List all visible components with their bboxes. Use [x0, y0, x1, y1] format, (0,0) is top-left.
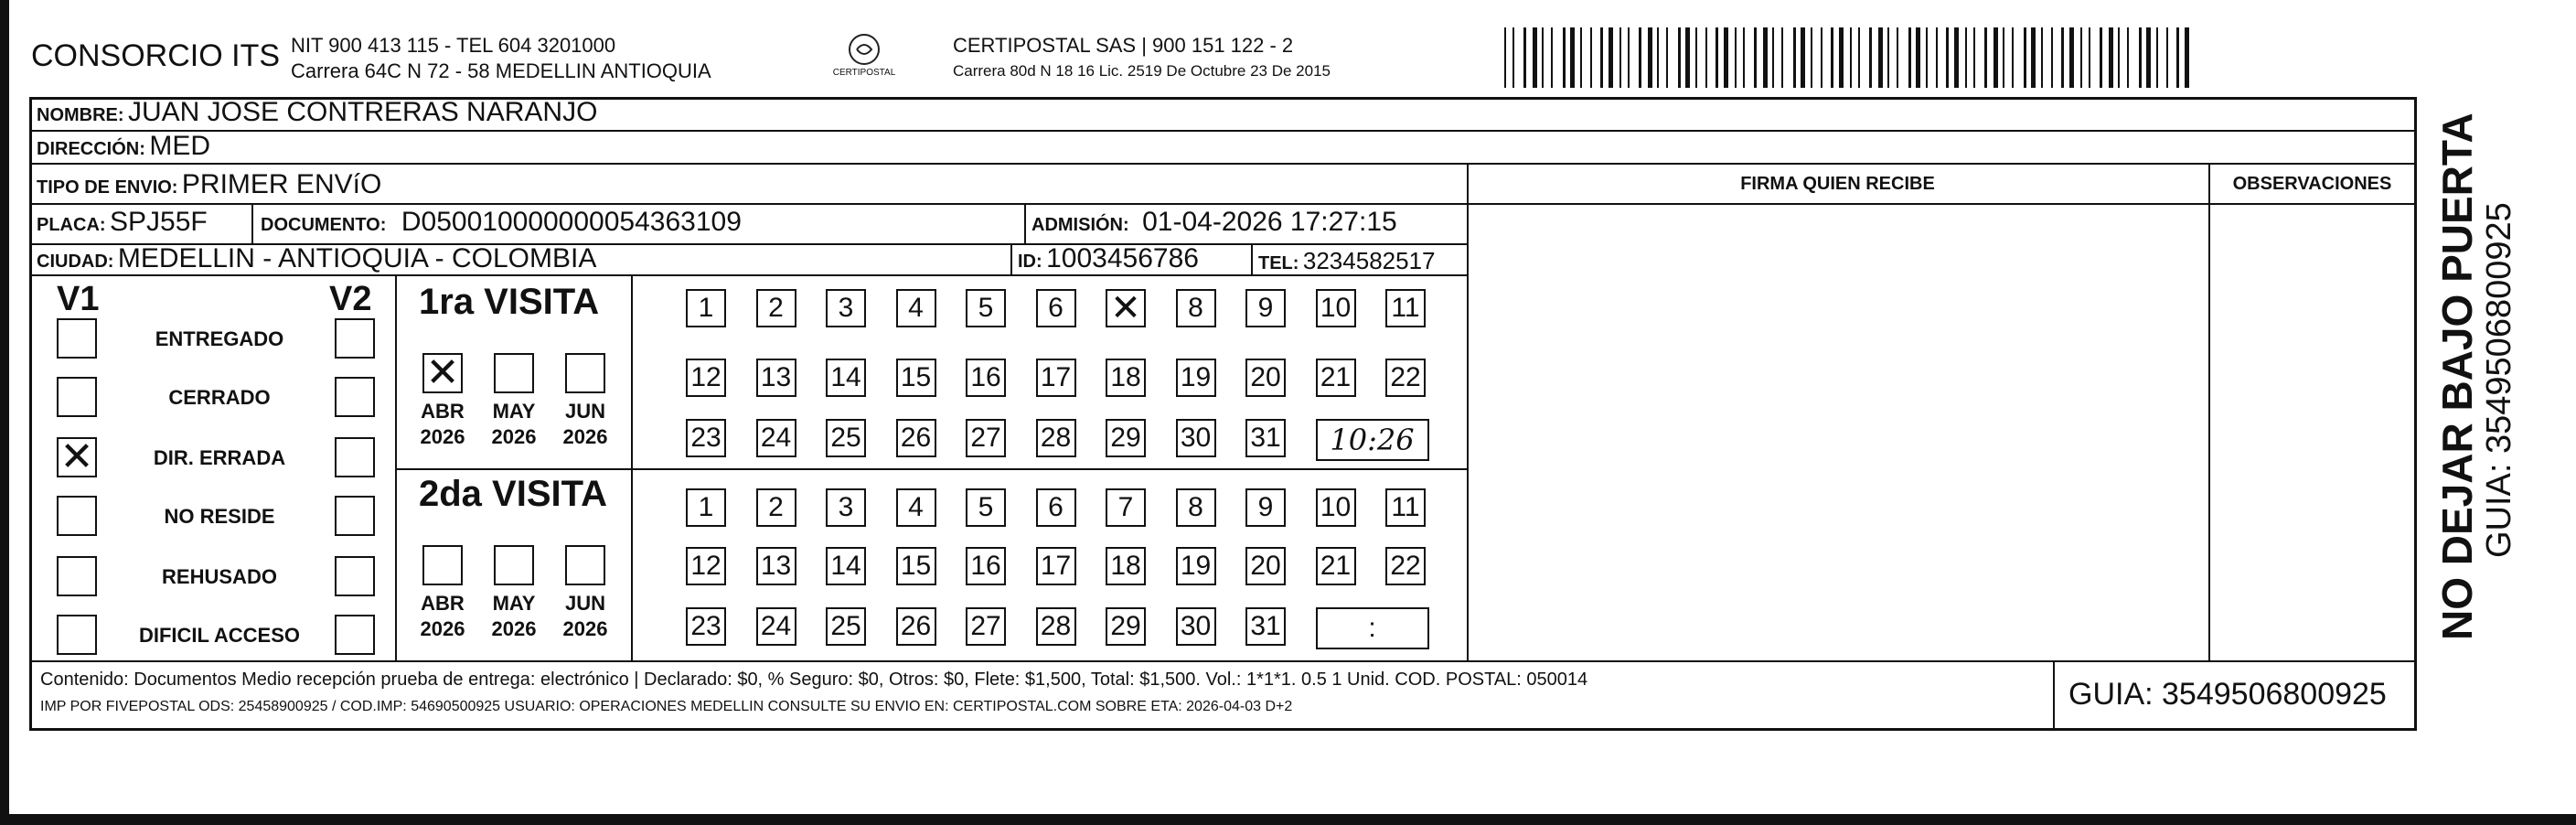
barcode-bar: [2146, 27, 2151, 88]
v1-label: V1: [57, 280, 100, 318]
day-box[interactable]: 13: [756, 547, 796, 585]
status-label: CERRADO: [168, 386, 271, 409]
day-box[interactable]: 31: [1245, 607, 1286, 646]
barcode-bar: [2024, 27, 2026, 88]
barcode-bar: [1504, 27, 1506, 88]
day-box[interactable]: 16: [966, 547, 1006, 585]
month-name: ABR: [421, 592, 465, 615]
month-label: [558, 591, 613, 642]
day-box[interactable]: 13: [756, 359, 796, 397]
day-box[interactable]: 25: [826, 607, 866, 646]
day-box[interactable]: 10: [1316, 488, 1356, 527]
barcode-bar: [1609, 27, 1613, 88]
observaciones-header: OBSERVACIONES: [2232, 174, 2392, 194]
barcode-bar: [2003, 27, 2004, 88]
barcode-bar: [1858, 27, 1860, 88]
day-box[interactable]: 30: [1176, 607, 1216, 646]
nombre-label: NOMBRE:: [37, 105, 124, 125]
day-box[interactable]: 27: [966, 419, 1006, 457]
day-box[interactable]: 20: [1245, 547, 1286, 585]
month-name: ABR: [421, 400, 465, 423]
barcode-bar: [1793, 27, 1796, 88]
barcode-bar: [2166, 27, 2168, 88]
status-label: DIR. ERRADA: [153, 446, 286, 469]
day-box[interactable]: 11: [1385, 289, 1426, 327]
month-year: 2026: [562, 617, 608, 640]
nombre-value: JUAN JOSE CONTRERAS NARANJO: [128, 97, 598, 127]
month-label: [486, 399, 541, 450]
barcode-bar: [1801, 27, 1805, 88]
time-box[interactable]: :: [1316, 607, 1429, 649]
barcode-bar: [1973, 27, 1975, 88]
visit2-title: 2da VISITA: [419, 474, 607, 514]
v2-checkbox[interactable]: [335, 437, 375, 477]
day-box[interactable]: 19: [1176, 547, 1216, 585]
day-box[interactable]: 2: [756, 488, 796, 527]
ciudad-label: CIUDAD:: [37, 252, 114, 272]
company-nit-line: NIT 900 413 115 - TEL 604 3201000: [291, 34, 616, 57]
side-warning: NO DEJAR BAJO PUERTA: [2433, 112, 2481, 640]
day-box[interactable]: 6: [1036, 289, 1076, 327]
month-checkbox[interactable]: [565, 545, 605, 585]
day-box[interactable]: 21: [1316, 359, 1356, 397]
footer-guia: GUIA: 3549506800925: [2068, 677, 2387, 712]
day-box[interactable]: 29: [1106, 607, 1146, 646]
day-box[interactable]: 30: [1176, 419, 1216, 457]
barcode-bar: [1821, 27, 1822, 88]
barcode-bar: [2069, 27, 2074, 88]
day-box[interactable]: 12: [686, 359, 726, 397]
id-label: ID:: [1018, 252, 1042, 272]
day-box[interactable]: 29: [1106, 419, 1146, 457]
day-box[interactable]: 28: [1036, 419, 1076, 457]
status-label: REHUSADO: [162, 565, 277, 588]
barcode-bar: [1563, 27, 1566, 88]
barcode-bar: [2089, 27, 2090, 88]
status-label: ENTREGADO: [155, 327, 284, 350]
month-year: 2026: [420, 617, 465, 640]
barcode-bar: [2061, 27, 2064, 88]
day-box[interactable]: 8: [1176, 488, 1216, 527]
day-box[interactable]: 19: [1176, 359, 1216, 397]
day-box[interactable]: 1: [686, 289, 726, 327]
barcode-bar: [1878, 27, 1883, 88]
barcode-bar: [1993, 27, 1998, 88]
barcode-bar: [1850, 27, 1852, 88]
barcode-bar: [1542, 27, 1544, 88]
barcode-bar: [2139, 27, 2142, 88]
barcode-bar: [2118, 27, 2120, 88]
day-box[interactable]: 21: [1316, 547, 1356, 585]
tel-label: TEL:: [1258, 253, 1299, 273]
bottom-bar: [0, 814, 2576, 825]
barcode-bar: [1897, 27, 1898, 88]
placa-value: SPJ55F: [110, 207, 208, 237]
day-box[interactable]: 24: [756, 419, 796, 457]
barcode-bar: [1533, 27, 1537, 88]
barcode-bar: [1936, 27, 1938, 88]
barcode-bar: [1908, 27, 1911, 88]
month-label: [415, 399, 470, 450]
v2-checkbox[interactable]: [335, 318, 375, 359]
firma-header: FIRMA QUIEN RECIBE: [1740, 174, 1935, 194]
barcode-bar: [1831, 27, 1833, 88]
barcode-bar: [1965, 27, 1967, 88]
month-year: 2026: [491, 425, 537, 448]
barcode-bar: [2127, 27, 2129, 88]
day-box[interactable]: 1: [686, 488, 726, 527]
month-label: [486, 591, 541, 642]
v1-checkbox[interactable]: [57, 615, 97, 655]
barcode-bar: [1523, 27, 1526, 88]
barcode: [1504, 27, 2188, 88]
logo-text: CERTIPOSTAL: [832, 68, 896, 78]
visit1-title: 1ra VISITA: [419, 282, 600, 322]
v1-checkbox[interactable]: [57, 496, 97, 536]
v1-checkbox[interactable]: [57, 318, 97, 359]
certipostal-logo: [832, 31, 896, 86]
direccion-value: MED: [149, 131, 211, 161]
month-year: 2026: [562, 425, 608, 448]
day-box[interactable]: 9: [1245, 488, 1286, 527]
barcode-bar: [1695, 27, 1697, 88]
day-box[interactable]: 9: [1245, 289, 1286, 327]
day-box[interactable]: 3: [826, 488, 866, 527]
barcode-bar: [2185, 27, 2189, 88]
day-box[interactable]: 31: [1245, 419, 1286, 457]
month-label: [558, 399, 613, 450]
company-name: CONSORCIO ITS: [31, 38, 281, 73]
v1-checkbox[interactable]: ✕: [57, 437, 97, 477]
day-box[interactable]: 26: [896, 419, 936, 457]
barcode-bar: [1678, 27, 1681, 88]
barcode-bar: [1648, 27, 1652, 88]
tipo-envio-value: PRIMER ENVíO: [181, 169, 382, 199]
ciudad-value: MEDELLIN - ANTIOQUIA - COLOMBIA: [117, 243, 597, 273]
barcode-bar: [1754, 27, 1757, 88]
day-box[interactable]: 18: [1106, 359, 1146, 397]
footer-print-line: IMP POR FIVEPOSTAL ODS: 25458900925 / COD.IMP: 54690500925 USUARIO: OPERACIONES MEDELLIN CONSULTE SU ENVIO EN: CERTIPOSTAL.COM SOBRE ETA: 2026-04-03 D+2: [40, 699, 1293, 714]
barcode-bar: [1946, 27, 1949, 88]
month-checkbox[interactable]: [494, 545, 534, 585]
tel-value: 3234582517: [1302, 247, 1436, 274]
barcode-bar: [1619, 27, 1621, 88]
documento-value: D050010000000054363109: [401, 207, 742, 237]
day-box[interactable]: 16: [966, 359, 1006, 397]
month-checkbox[interactable]: [565, 353, 605, 393]
barcode-bar: [1716, 27, 1718, 88]
barcode-bar: [2176, 27, 2179, 88]
month-checkbox[interactable]: [494, 353, 534, 393]
month-name: JUN: [564, 400, 605, 423]
barcode-bar: [1763, 27, 1768, 88]
v2-checkbox[interactable]: [335, 556, 375, 596]
barcode-bar: [2109, 27, 2113, 88]
barcode-bar: [1724, 27, 1728, 88]
barcode-bar: [1580, 27, 1582, 88]
month-checkbox[interactable]: ✕: [422, 353, 463, 393]
day-box[interactable]: 22: [1385, 359, 1426, 397]
day-box[interactable]: 15: [896, 359, 936, 397]
day-box[interactable]: 3: [826, 289, 866, 327]
barcode-bar: [1705, 27, 1707, 88]
company-address-line: Carrera 64C N 72 - 58 MEDELLIN ANTIOQUIA: [291, 59, 711, 82]
barcode-bar: [1666, 27, 1668, 88]
day-box[interactable]: 11: [1385, 488, 1426, 527]
barcode-bar: [1551, 27, 1553, 88]
id-value: 1003456786: [1046, 243, 1199, 273]
side-guia: GUIA: 3549506800925: [2480, 202, 2518, 558]
barcode-bar: [1570, 27, 1575, 88]
day-box[interactable]: 25: [826, 419, 866, 457]
day-box[interactable]: 26: [896, 607, 936, 646]
day-box[interactable]: 8: [1176, 289, 1216, 327]
barcode-bar: [1639, 27, 1641, 88]
day-box[interactable]: 27: [966, 607, 1006, 646]
day-box[interactable]: 2: [756, 289, 796, 327]
barcode-bar: [1926, 27, 1928, 88]
barcode-bar: [1657, 27, 1659, 88]
month-year: 2026: [491, 617, 537, 640]
month-checkbox[interactable]: [422, 545, 463, 585]
barcode-bar: [1954, 27, 1959, 88]
v2-checkbox[interactable]: [335, 496, 375, 536]
barcode-bar: [2051, 27, 2053, 88]
barcode-bar: [1781, 27, 1783, 88]
barcode-bar: [1772, 27, 1774, 88]
documento-label: DOCUMENTO:: [261, 215, 387, 235]
day-box[interactable]: 23: [686, 607, 726, 646]
barcode-bar: [2080, 27, 2082, 88]
barcode-bar: [1743, 27, 1745, 88]
tipo-envio-label: TIPO DE ENVIO:: [37, 177, 178, 198]
barcode-bar: [1600, 27, 1603, 88]
barcode-bar: [1628, 27, 1630, 88]
v2-checkbox[interactable]: [335, 615, 375, 655]
day-box[interactable]: 24: [756, 607, 796, 646]
barcode-bar: [2041, 27, 2043, 88]
barcode-bar: [1735, 27, 1737, 88]
day-box[interactable]: 10: [1316, 289, 1356, 327]
carrier-name-line: CERTIPOSTAL SAS | 900 151 122 - 2: [953, 34, 1294, 57]
admision-label: ADMISIÓN:: [1031, 215, 1129, 235]
barcode-bar: [1839, 27, 1844, 88]
day-box[interactable]: 5: [966, 289, 1006, 327]
barcode-bar: [1685, 27, 1690, 88]
month-label: [415, 591, 470, 642]
day-box[interactable]: 5: [966, 488, 1006, 527]
time-box[interactable]: 10:26: [1316, 419, 1429, 461]
barcode-bar: [2012, 27, 2014, 88]
barcode-bar: [1811, 27, 1812, 88]
day-box[interactable]: 4: [896, 488, 936, 527]
barcode-bar: [2100, 27, 2102, 88]
day-box[interactable]: 14: [826, 359, 866, 397]
barcode-bar: [2031, 27, 2036, 88]
barcode-bar: [1916, 27, 1920, 88]
day-box[interactable]: 17: [1036, 547, 1076, 585]
barcode-bar: [1590, 27, 1592, 88]
barcode-bar: [2156, 27, 2158, 88]
v1-checkbox[interactable]: [57, 556, 97, 596]
left-edge-bar: [0, 0, 9, 825]
month-name: MAY: [492, 592, 536, 615]
day-box[interactable]: 23: [686, 419, 726, 457]
day-box[interactable]: 22: [1385, 547, 1426, 585]
direccion-label: DIRECCIÓN:: [37, 139, 145, 159]
barcode-bar: [1984, 27, 1987, 88]
month-year: 2026: [420, 425, 465, 448]
v2-label: V2: [329, 280, 372, 318]
status-label: NO RESIDE: [164, 505, 275, 528]
footer-contents-line: Contenido: Documentos Medio recepción prueba de entrega: electrónico | Declarado: $0, % Seguro: $0, Otros: $0, Flete: $1,500, Total: $1,500. Vol.: 1*1*1. 0.5 1 Unid. COD. POSTAL: 050014: [40, 670, 1588, 690]
day-box[interactable]: 20: [1245, 359, 1286, 397]
status-label: DIFICIL ACCESO: [138, 624, 300, 647]
month-name: JUN: [564, 592, 605, 615]
barcode-bar: [1869, 27, 1872, 88]
month-name: MAY: [492, 400, 536, 423]
day-box[interactable]: 28: [1036, 607, 1076, 646]
barcode-bar: [1512, 27, 1514, 88]
day-box[interactable]: 12: [686, 547, 726, 585]
day-box[interactable]: 15: [896, 547, 936, 585]
v1-checkbox[interactable]: [57, 377, 97, 417]
day-box[interactable]: 18: [1106, 547, 1146, 585]
day-box[interactable]: 6: [1036, 488, 1076, 527]
v2-checkbox[interactable]: [335, 377, 375, 417]
placa-label: PLACA:: [37, 215, 106, 235]
day-box[interactable]: 17: [1036, 359, 1076, 397]
admision-value: 01-04-2026 17:27:15: [1142, 207, 1397, 237]
barcode-bar: [1887, 27, 1889, 88]
day-box[interactable]: 14: [826, 547, 866, 585]
day-box[interactable]: 7: [1106, 488, 1146, 527]
day-box[interactable]: 4: [896, 289, 936, 327]
day-box[interactable]: ✕: [1106, 289, 1146, 327]
carrier-address-line: Carrera 80d N 18 16 Lic. 2519 De Octubre 23 De 2015: [953, 62, 1331, 80]
